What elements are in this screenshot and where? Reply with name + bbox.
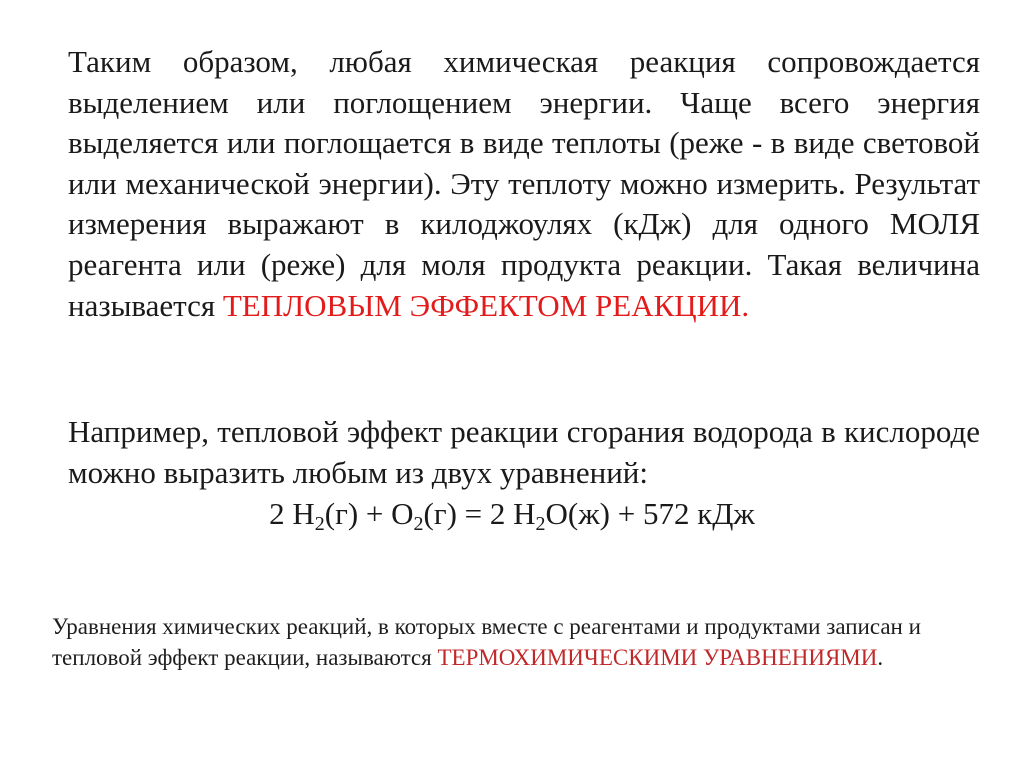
equation-part-4: O(ж) + 572 кДж — [545, 496, 755, 531]
paragraph-example — [68, 412, 980, 493]
equation-subscript-3: 2 — [535, 513, 546, 535]
term-thermochemical-equations: ТЕРМОХИМИЧЕСКИМИ УРАВНЕНИЯМИ — [437, 644, 878, 670]
equation-subscript-2: 2 — [413, 513, 424, 535]
equation-part-2: (г) + O — [324, 496, 414, 531]
paragraph-heat-effect-text: Таким образом, любая химическая реакция сопровождается выделением или поглощением энергии. Чаще всего энергия выделяется или поглощается в виде теплоты (реже - в виде световой или механической энергии). Эту теплоту можно измерить. Результат измерения выражают в килоджоулях (кДж) для одного МОЛЯ реагента или (реже) для моля продукта реакции. Такая величина называется — [68, 44, 980, 323]
equation-subscript-1: 2 — [314, 513, 325, 535]
paragraph-thermochemical-text: Уравнения химических реакций, в которых вместе с реагентами и продуктами записан и тепловой эффект реакции, называются — [52, 614, 921, 670]
paragraph-heat-effect-end: . — [741, 287, 750, 323]
equation-part-3: (г) = 2 H — [423, 496, 536, 531]
paragraph-heat-effect — [68, 42, 980, 326]
paragraph-example-text: Например, тепловой эффект реакции сгорания водорода в кислороде можно выразить любым из двух уравнений: — [68, 414, 980, 490]
paragraph-thermochemical-end: . — [877, 644, 884, 670]
reaction-equation — [0, 494, 1024, 534]
paragraph-thermochemical — [52, 612, 922, 673]
term-heat-effect: ТЕПЛОВЫМ ЭФФЕКТОМ РЕАКЦИИ — [222, 287, 742, 323]
equation-part-1: 2 H — [269, 496, 315, 531]
